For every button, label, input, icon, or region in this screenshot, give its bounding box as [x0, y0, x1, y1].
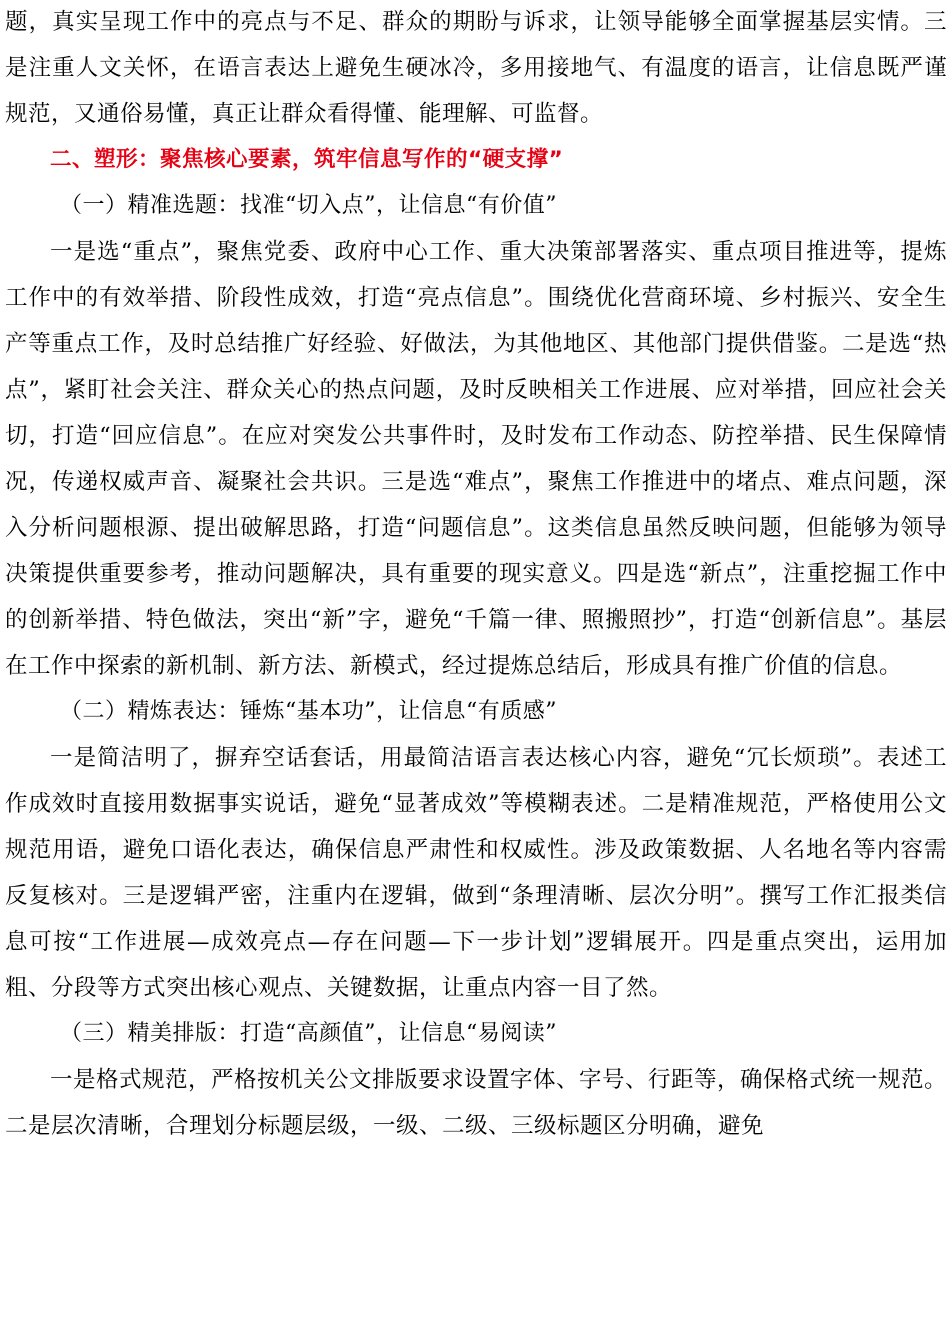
body-paragraph: 题，真实呈现工作中的亮点与不足、群众的期盼与诉求，让领导能够全面掌握基层实情。三是注重人文关怀，在语言表达上避免生硬冰冷，多用接地气、有温度的语言，让信息既严谨规范，又通俗易懂，真正让群众看得懂、能理解、可监督。 — [5, 9, 947, 127]
subsection-heading: （二）精炼表达：锤炼“基本功”，让信息“有质感” — [60, 699, 557, 724]
subsection-heading: （三）精美排版：打造“高颜值”，让信息“易阅读” — [60, 1021, 557, 1046]
subsection-heading: （一）精准选题：找准“切入点”，让信息“有价值” — [60, 193, 557, 218]
body-paragraph: 一是选“重点”，聚焦党委、政府中心工作、重大决策部署落实、重点项目推进等，提炼工作中的有效举措、阶段性成效，打造“亮点信息”。围绕优化营商环境、乡村振兴、安全生产等重点工作，及时总结推广好经验、好做法，为其他地区、其他部门提供借鉴。二是选“热点”，紧盯社会关注、群众关心的热点问题，及时反映相关工作进展、应对举措，回应社会关切，打造“回应信息”。在应对突发公共事件时，及时发布工作动态、防控举措、民生保障情况，传递权威声音、凝聚社会共识。三是选“难点”，聚焦工作推进中的堵点、难点问题，深入分析问题根源、提出破解思路，打造“问题信息”。这类信息虽然反映问题，但能够为领导决策提供重要参考，推动问题解决，具有重要的现实意义。四是选“新点”，注重挖掘工作中的创新举措、特色做法，突出“新”字，避免“千篇一律、照搬照抄”，打造“创新信息”。基层在工作中探索的新机制、新方法、新模式，经过提炼总结后，形成具有推广价值的信息。 — [5, 239, 947, 679]
body-paragraph: 一是格式规范，严格按机关公文排版要求设置字体、字号、行距等，确保格式统一规范。二是层次清晰，合理划分标题层级，一级、二级、三级标题区分明确，避免 — [5, 1067, 948, 1139]
section-heading: 二、塑形：聚焦核心要素，筑牢信息写作的“硬支撑” — [50, 147, 564, 172]
body-paragraph: 一是简洁明了，摒弃空话套话，用最简洁语言表达核心内容，避免“冗长烦琐”。表述工作成效时直接用数据事实说话，避免“显著成效”等模糊表述。二是精准规范，严格使用公文规范用语，避免口语化表达，确保信息严肃性和权威性。涉及政策数据、人名地名等内容需反复核对。三是逻辑严密，注重内在逻辑，做到“条理清晰、层次分明”。撰写工作汇报类信息可按“工作进展—成效亮点—存在问题—下一步计划”逻辑展开。四是重点突出，运用加粗、分段等方式突出核心观点、关键数据，让重点内容一目了然。 — [5, 745, 947, 1001]
document-page — [5, 0, 947, 1149]
